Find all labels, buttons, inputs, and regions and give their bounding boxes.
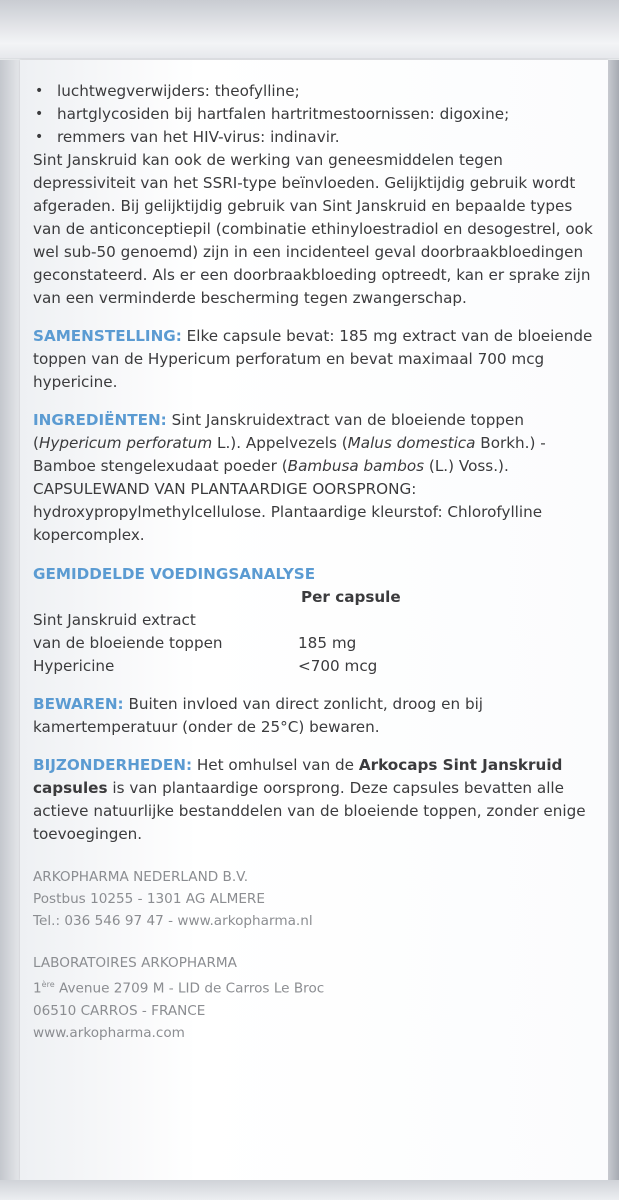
section-text: Buiten invloed van direct zonlicht, droog en bij kamertemperatuur (onder de 25°C) bewaren. bbox=[33, 695, 484, 736]
latin-name: Bambusa bambos bbox=[287, 457, 425, 475]
label-text bbox=[33, 80, 603, 1044]
latin-name: Malus domestica bbox=[347, 434, 476, 452]
address-line: LABORATOIRES ARKOPHARMA bbox=[33, 955, 237, 971]
latin-name: Hypericum perforatum bbox=[38, 434, 213, 452]
company-address-fr bbox=[33, 952, 603, 1044]
section-text: Het omhulsel van de bbox=[192, 756, 359, 774]
nutrition-table bbox=[33, 586, 603, 678]
interaction-list bbox=[33, 80, 603, 149]
address-number: 1 bbox=[33, 980, 42, 997]
table-row bbox=[33, 609, 603, 632]
address-line: 06510 CARROS - FRANCE bbox=[33, 1002, 206, 1019]
section-text: Borkh.) - Bamboe stengelexudaat poeder ( bbox=[33, 434, 546, 475]
address-street: Avenue 2709 M - LID de Carros Le Broc bbox=[54, 980, 325, 997]
box-right-edge bbox=[608, 60, 619, 1200]
address-line bbox=[33, 974, 603, 1000]
nutrition-value: 185 mg bbox=[298, 634, 357, 652]
nutrition-column-header: Per capsule bbox=[301, 588, 401, 606]
section-text: Elke capsule bevat: 185 mg extract van de bloeiende toppen van de Hypericum perforatum en bevat maximaal 700 mcg hypericine. bbox=[33, 327, 593, 391]
list-item: • remmers van het HIV-virus: indinavir. bbox=[33, 126, 603, 149]
nutrition-value: <700 mcg bbox=[298, 657, 378, 675]
address-line: Tel.: 036 546 97 47 - www.arkopharma.nl bbox=[33, 913, 313, 929]
table-row bbox=[33, 655, 603, 678]
nutrition-label: Sint Janskruid extract bbox=[33, 611, 196, 629]
section-text: is van plantaardige oorsprong. Deze capsules bevatten alle actieve natuurlijke bestanddelen van de bloeiende toppen, zonder enige toevoegingen. bbox=[33, 779, 586, 843]
address-superscript: ère bbox=[41, 980, 55, 989]
bijzonderheden-section bbox=[33, 754, 603, 846]
section-text: L.). Appelvezels ( bbox=[212, 434, 348, 452]
nutrition-label: van de bloeiende toppen bbox=[33, 634, 223, 652]
section-text: (L.) Voss.). CAPSULEWAND VAN PLANTAARDIGE OORSPRONG: hydroxypropylmethylcellulose. Plantaardige kleurstof: Chlorofylline kopercomplex. bbox=[33, 457, 543, 544]
section-heading: SAMENSTELLING: bbox=[33, 327, 182, 345]
box-bottom-edge bbox=[0, 1180, 619, 1200]
section-heading: INGREDIËNTEN: bbox=[33, 411, 167, 429]
product-name: Arkocaps Sint Janskruid capsules bbox=[33, 756, 563, 797]
section-text: Sint Janskruidextract van de bloeiende toppen ( bbox=[33, 411, 524, 452]
section-heading: BIJZONDERHEDEN: bbox=[33, 756, 193, 774]
address-line: www.arkopharma.com bbox=[33, 1024, 185, 1041]
address-line: Postbus 10255 - 1301 AG ALMERE bbox=[33, 891, 265, 907]
list-item: • luchtwegverwijders: theofylline; bbox=[33, 80, 603, 103]
company-address-nl bbox=[33, 866, 603, 932]
samenstelling-section bbox=[33, 325, 603, 394]
table-row bbox=[33, 632, 603, 655]
nutrition-value bbox=[298, 609, 603, 632]
address-line: ARKOPHARMA NEDERLAND B.V. bbox=[33, 869, 249, 885]
nutrition-heading: GEMIDDELDE VOEDINGSANALYSE bbox=[33, 565, 316, 583]
box-left-edge bbox=[0, 60, 22, 1200]
nutrition-label: Hypericine bbox=[33, 657, 115, 675]
section-heading: BEWAREN: bbox=[33, 695, 124, 713]
box-top-flap bbox=[0, 0, 619, 62]
ingredienten-section bbox=[33, 409, 603, 547]
warning-paragraph: Sint Janskruid kan ook de werking van geneesmiddelen tegen depressiviteit van het SSRI-type beïnvloeden. Gelijktijdig gebruik wordt afgeraden. Bij gelijktijdig gebruik van Sint Janskruid en bepaalde types van de anticonceptiepil (combinatie ethinyloestradiol en desogestrel, ook wel sub-50 genoemd) zijn in een incidenteel geval doorbraakbloedingen geconstateerd. Als er een doorbraakbloeding optreedt, kan er sprake zijn van een verminderde bescherming tegen zwangerschap. bbox=[33, 151, 593, 307]
bewaren-section bbox=[33, 693, 603, 739]
list-item: • hartglycosiden bij hartfalen hartritmestoornissen: digoxine; bbox=[33, 103, 603, 126]
